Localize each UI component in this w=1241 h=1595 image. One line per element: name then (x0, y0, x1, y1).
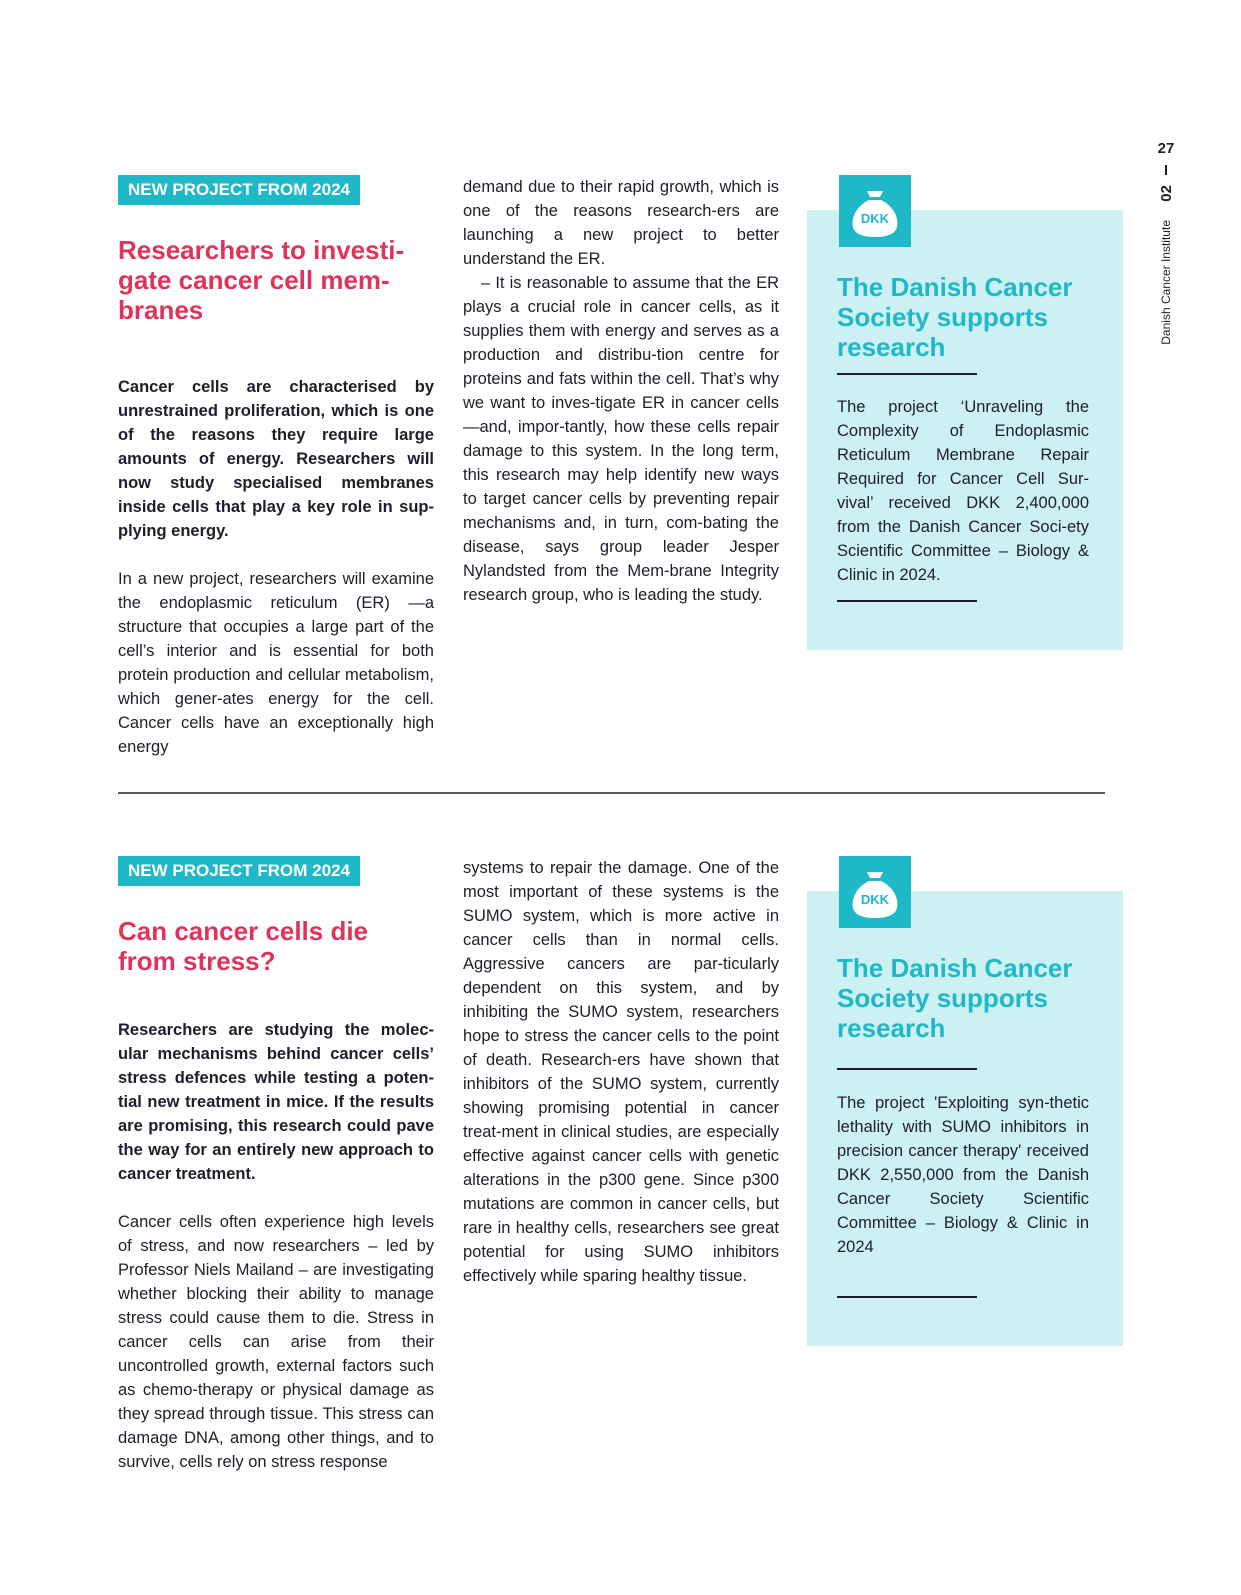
box-rule-top (837, 373, 977, 375)
article-column-1 (118, 175, 434, 759)
institute-name: Danish Cancer Institute (1159, 219, 1173, 345)
money-bag-icon (839, 175, 911, 247)
article-body: systems to repair the damage. One of the most important of these systems is the SUMO system, which is more active in cancer cells than in normal cells. Aggressive cancers are par-ticularly dependent on this system, and by inhibiting the SUMO system, researchers hope to stress the cancer cells to the point of death. Research-ers have shown that inhibitors of the SUMO system, currently showing promising potential in cancer treat-ment in clinical studies, are especially effective against cancer cells with genetic alterations in the p300 gene. Since p300 mutations are common in cancer cells, but rare in healthy cells, researchers see great potential for using SUMO inhibitors effectively while sparing healthy tissue. (463, 859, 779, 1285)
section-divider (118, 792, 1105, 794)
box-rule-top (837, 1068, 977, 1070)
logo-label: DKK (860, 211, 890, 226)
section-number: 02 (1157, 185, 1175, 202)
box-text: The project 'Exploiting syn-thetic lethality with SUMO inhibitors in precision cancer therapy' received DKK 2,550,000 from the Danish Cancer Society Scientific Committee – Biology & Clinic in 2024 (837, 1094, 1089, 1256)
article-title: Researchers to investi-gate cancer cell mem-branes (118, 235, 405, 325)
box-title: The Danish Cancer Society supports research (837, 953, 1073, 1043)
box-text: The project ‘Unraveling the Complexity of Endoplasmic Reticulum Membrane Repair Required for Cancer Cell Sur-vival’ received DKK 2,400,000 from the Danish Cancer Soci-ety Scientific Committee – Biology & Clinic in 2024. (837, 398, 1089, 584)
article-er-membranes (118, 175, 1123, 765)
page-number: 27 (1157, 140, 1175, 157)
article-lead: Researchers are studying the molec-ular mechanisms behind cancer cells’ stress defences while testing a poten-tial new treatment in mice. If the results are promising, this research could pave the way for an entirely new approach to cancer treatment. (118, 1021, 434, 1183)
separator-dash (1165, 165, 1167, 175)
money-bag-icon (839, 856, 911, 928)
logo-label: DKK (860, 892, 890, 907)
article-body: Cancer cells often experience high levels of stress, and now researchers – led by Professor Niels Mailand – are investigating whether blocking their ability to manage stress could cause them to die. Stress in cancer cells can arise from their uncontrolled growth, external factors such as chemo-therapy or physical damage as they spread through tissue. This stress can damage DNA, among other things, and to survive, cells rely on stress response (118, 1213, 434, 1471)
article-cancer-stress (118, 856, 1123, 1496)
article-body: demand due to their rapid growth, which is one of the reasons research-ers are launching a new project to better understand the ER. (463, 178, 779, 268)
article-quote: – It is reasonable to assume that the ER plays a crucial role in cancer cells, as it supplies them with energy and serves as a production and distribu-tion centre for proteins and fats within the cell. That’s why we want to inves-tigate ER in cancer cells—and, impor-tantly, how these cells repair damage to this system. In the long term, this research may help identify new ways to target cancer cells by preventing repair mechanisms and, in turn, com-bating the disease, says group leader Jesper Nylandsted from the Mem-brane Integrity research group, who is leading the study. (463, 274, 779, 604)
funding-info-box (807, 891, 1123, 1346)
article-body: In a new project, researchers will examine the endoplasmic reticulum (ER) —a structure that occupies a large part of the cell’s interior and is essential for both protein production and cellular metabolism, which gener-ates energy for the cell. Cancer cells have an exceptionally high energy (118, 570, 434, 756)
box-title: The Danish Cancer Society supports research (837, 272, 1073, 362)
article-column-2 (463, 856, 779, 1288)
project-tag: NEW PROJECT FROM 2024 (118, 856, 360, 886)
page-margin (1151, 140, 1181, 344)
article-column-1 (118, 856, 434, 1474)
box-rule-bottom (837, 1296, 977, 1298)
project-tag: NEW PROJECT FROM 2024 (118, 175, 360, 205)
box-rule-bottom (837, 600, 977, 602)
article-lead: Cancer cells are characterised by unrestrained proliferation, which is one of the reasons they require large amounts of energy. Researchers will now study specialised membranes inside cells that play a key role in sup-plying energy. (118, 378, 434, 540)
article-title: Can cancer cells die from stress? (118, 916, 369, 976)
article-column-2 (463, 175, 779, 607)
funding-info-box (807, 210, 1123, 650)
